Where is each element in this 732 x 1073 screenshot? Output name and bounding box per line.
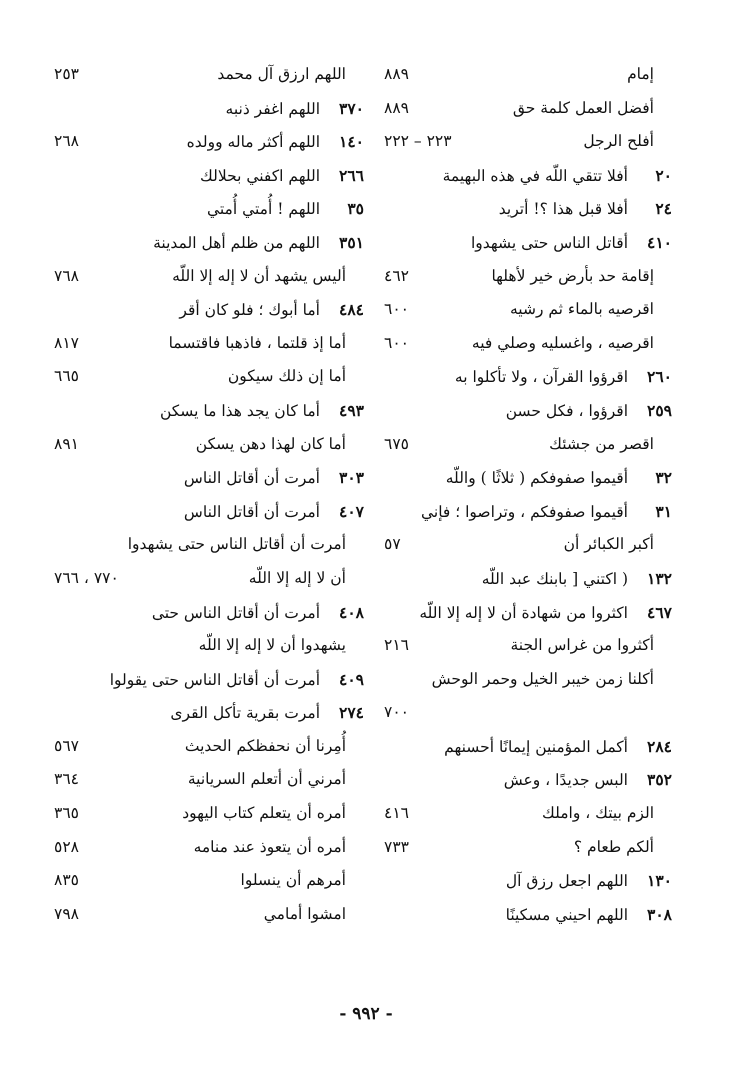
- entry-text: أفلا تتقي اللّه في هذه البهيمة: [442, 166, 628, 185]
- entry-text: اقرؤوا ، فكل حسن: [505, 401, 628, 420]
- entry-text: اللهم اجعل رزق آل: [505, 872, 628, 891]
- hadith-number: ٢٨٤: [647, 736, 672, 756]
- entry-text: أفلا قبل هذا ؟! أتريد: [498, 200, 628, 219]
- hadith-number: ٣٥٢: [647, 770, 672, 790]
- entry-text: اقرؤوا القرآن ، ولا تأكلوا به: [454, 368, 628, 387]
- index-entry: [54, 125, 364, 159]
- entry-text: اقرصيه ، واغسليه وصلي فيه: [471, 333, 654, 352]
- hadith-number: ٣٠٨: [647, 904, 672, 924]
- entry-text: أما أبوك ؛ فلو كان أقر: [179, 301, 320, 320]
- entry-text: اكثروا من شهادة أن لا إله إلا اللّه: [419, 603, 628, 622]
- index-entry: [384, 763, 672, 797]
- hadith-number: ٤١٠: [647, 232, 672, 252]
- index-entry: [384, 663, 672, 697]
- entry-text: أمره أن يتعوذ عند منامه: [193, 837, 346, 856]
- entry-text: إمام: [627, 65, 654, 83]
- page-reference: ٤٦٢: [384, 266, 409, 285]
- hadith-number: ٣٥١: [339, 232, 364, 252]
- page-reference: ٧٣٣: [384, 837, 409, 856]
- entry-text: الزم بيتك ، واملك: [542, 804, 654, 823]
- index-entry: [54, 58, 364, 92]
- page-reference: ٧٧٠ ، ٧٦٦: [54, 568, 119, 587]
- entry-text: أليس يشهد أن لا إله إلا اللّه: [172, 266, 346, 285]
- entry-text: أمرت أن أقاتل الناس حتى: [151, 603, 320, 622]
- hadith-number: ١٤٠: [339, 132, 364, 152]
- index-entry: [384, 898, 672, 932]
- hadith-number: ٢٠: [655, 165, 672, 185]
- entry-text: اللهم اغفر ذنبه: [225, 99, 320, 118]
- entry-text: اللهم أكثر ماله وولده: [186, 133, 320, 152]
- page-reference: ٧٠٠: [384, 703, 409, 722]
- index-entry: [54, 797, 364, 831]
- entry-text: أكثروا من غراس الجنة: [510, 636, 654, 655]
- index-entry: [384, 125, 672, 159]
- left-column: [54, 58, 364, 998]
- hadith-number: ٣١: [655, 501, 672, 521]
- index-entry: [384, 260, 672, 294]
- entry-text: امشوا أمامي: [263, 904, 346, 923]
- index-entry: [54, 394, 364, 428]
- index-entry: [384, 159, 672, 193]
- hadith-number: ٣٥: [347, 199, 364, 219]
- index-entry: [384, 360, 672, 394]
- entry-text: اقصر من جشئك: [549, 434, 654, 453]
- entry-text: اللهم ! أُمتي أُمتي: [206, 200, 320, 219]
- page-reference: ٧٩٨: [54, 904, 79, 923]
- entry-text: أمره أن يتعلم كتاب اليهود: [182, 804, 346, 823]
- hadith-number: ٢٧٤: [339, 703, 364, 723]
- page-reference: ٢٦٨: [54, 132, 79, 151]
- index-entry: [54, 528, 364, 562]
- index-entry: [54, 864, 364, 898]
- page-reference: ٨١٧: [54, 333, 79, 352]
- hadith-number: ٤٨٤: [339, 300, 364, 320]
- entry-text: أكبر الكبائر أن: [563, 535, 654, 554]
- hadith-number: ٣٧٠: [339, 98, 364, 118]
- index-entry: [54, 461, 364, 495]
- hadith-number: ٢٦٠: [647, 367, 672, 387]
- hadith-number: ١٣٠: [647, 871, 672, 891]
- entry-text: أفلح الرجل: [583, 132, 654, 151]
- hadith-number: ٢٥٩: [647, 400, 672, 420]
- index-entry: [384, 58, 672, 92]
- entry-text: أكمل المؤمنين إيمانًا أحسنهم: [444, 737, 628, 756]
- index-entry: [54, 596, 364, 630]
- index-entry: [384, 327, 672, 361]
- index-entry: [54, 898, 364, 932]
- index-entry: [54, 192, 364, 226]
- entry-text: أما إذ قلتما ، فاذهبا فاقتسما: [168, 333, 346, 352]
- index-entry: [54, 226, 364, 260]
- entry-text: أمرت أن أقاتل الناس حتى يقولوا: [109, 670, 320, 689]
- index-entry: [384, 394, 672, 428]
- entry-text: أُمِرنا أن نحفظكم الحديث: [184, 736, 346, 755]
- index-entry: [384, 562, 672, 596]
- hadith-number: ٤٦٧: [647, 602, 672, 622]
- hadith-number: ١٣٢: [647, 568, 672, 588]
- entry-text: يشهدوا أن لا إله إلا اللّه: [198, 636, 346, 655]
- entry-text: أن لا إله إلا اللّه: [248, 568, 346, 587]
- entry-text: أمرني أن أتعلم السريانية: [187, 770, 346, 789]
- entry-text: ( اكتني [ بابنك عبد اللّه: [481, 569, 628, 588]
- hadith-number: ٣٢: [655, 468, 672, 488]
- index-entry: [54, 159, 364, 193]
- index-entry: [54, 428, 364, 462]
- page-reference: ٣٦٥: [54, 804, 79, 823]
- page-reference: ٤١٦: [384, 804, 409, 823]
- index-entry: [384, 730, 672, 764]
- entry-text: أقيموا صفوفكم ، وتراصوا ؛ فإني: [420, 502, 628, 521]
- entry-text: ألكم طعام ؟: [573, 837, 654, 856]
- entry-text: أمرت أن أقاتل الناس: [183, 502, 320, 521]
- index-entry: [384, 428, 672, 462]
- entry-text: أما كان لهذا دهن يسكن: [195, 434, 346, 453]
- page-reference: ٨٩١: [54, 434, 79, 453]
- index-entry: [384, 461, 672, 495]
- index-entry: [384, 696, 672, 730]
- hadith-number: ٤٩٣: [339, 400, 364, 420]
- entry-text: اللهم احيني مسكينًا: [505, 905, 628, 924]
- entry-text: أمرت أن أقاتل الناس حتى يشهدوا: [127, 535, 346, 554]
- page-reference: ٥٢٨: [54, 837, 79, 856]
- entry-text: أما إن ذلك سيكون: [227, 367, 346, 386]
- index-entry: [54, 730, 364, 764]
- entry-text: اللهم من ظلم أهل المدينة: [153, 233, 320, 252]
- index-entry: [54, 495, 364, 529]
- hadith-number: ٤٠٧: [339, 501, 364, 521]
- right-column: [384, 58, 672, 998]
- page-reference: ٦٧٥: [384, 434, 409, 453]
- entry-text: إقامة حد بأرض خير لأهلها: [491, 266, 654, 285]
- page-reference: ٨٨٩: [384, 65, 409, 83]
- index-entry: [384, 528, 672, 562]
- hadith-number: ٢٤: [655, 199, 672, 219]
- index-entry: [384, 864, 672, 898]
- index-entry: [54, 629, 364, 663]
- hadith-number: ٤٠٩: [339, 669, 364, 689]
- page-reference: ٧٦٨: [54, 266, 79, 285]
- index-entry: [54, 92, 364, 126]
- index-entry: [384, 192, 672, 226]
- page-reference: ٦٦٥: [54, 367, 79, 386]
- index-entry: [384, 226, 672, 260]
- index-entry: [54, 696, 364, 730]
- index-entry: [54, 562, 364, 596]
- index-entry: [384, 92, 672, 126]
- page-reference: ٥٧: [384, 535, 401, 554]
- index-entry: [54, 260, 364, 294]
- page-reference: ٢٥٣: [54, 65, 79, 83]
- hadith-number: ٤٠٨: [339, 602, 364, 622]
- index-entry: [384, 831, 672, 865]
- entry-text: أقيموا صفوفكم ( ثلاثًا ) واللّه: [445, 469, 628, 488]
- index-entry: [54, 663, 364, 697]
- entry-text: اللهم اكفني بحلالك: [200, 166, 320, 185]
- entry-text: أما كان يجد هذا ما يسكن: [159, 401, 320, 420]
- index-entry: [384, 797, 672, 831]
- entry-text: البس جديدًا ، وعش: [503, 771, 628, 790]
- entry-text: اللهم ارزق آل محمد: [217, 65, 346, 83]
- index-entry: [54, 763, 364, 797]
- entry-text: أمرت أن أقاتل الناس: [183, 469, 320, 488]
- index-entry: [384, 293, 672, 327]
- page-reference: ٢٢٣ – ٢٢٢: [384, 132, 452, 151]
- entry-text: اقرصيه بالماء ثم رشيه: [509, 300, 654, 319]
- hadith-number: ٣٠٣: [339, 468, 364, 488]
- page-reference: ٨٣٥: [54, 871, 79, 890]
- page-reference: ٦٠٠: [384, 300, 409, 319]
- hadith-number: ٢٦٦: [339, 165, 364, 185]
- index-entry: [54, 831, 364, 865]
- page-reference: ٥٦٧: [54, 736, 79, 755]
- entry-text: أفضل العمل كلمة حق: [512, 98, 654, 117]
- entry-text: أكلنا زمن خيبر الخيل وحمر الوحش: [431, 669, 654, 688]
- page-number: - ٩٩٢ -: [339, 1004, 393, 1024]
- entry-text: أمرهم أن ينسلوا: [240, 871, 346, 890]
- page-reference: ٣٦٤: [54, 770, 79, 789]
- index-entry: [384, 495, 672, 529]
- entry-text: أقاتل الناس حتى يشهدوا: [470, 233, 628, 252]
- page-reference: ٢١٦: [384, 636, 409, 655]
- index-entry: [54, 360, 364, 394]
- index-entry: [54, 327, 364, 361]
- index-entry: [54, 293, 364, 327]
- index-entry: [384, 629, 672, 663]
- index-entry: [384, 596, 672, 630]
- entry-text: أمرت بقرية تأكل القرى: [170, 704, 320, 723]
- page-reference: ٦٠٠: [384, 333, 409, 352]
- page-reference: ٨٨٩: [384, 98, 409, 117]
